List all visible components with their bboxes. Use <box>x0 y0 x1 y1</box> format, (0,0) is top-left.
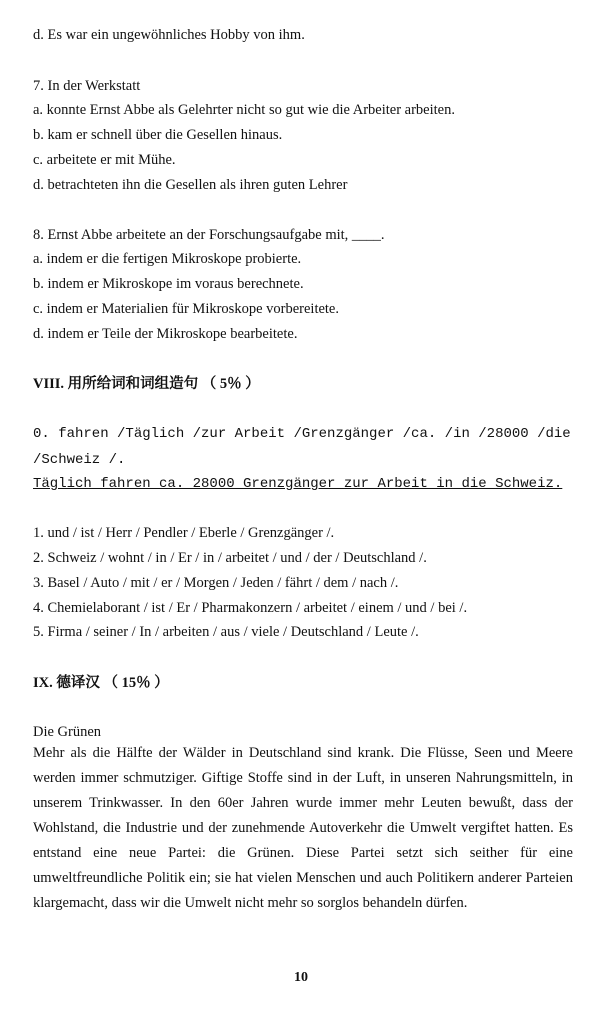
example-line-2: /Schweiz /. <box>33 452 126 468</box>
passage-text: Mehr als die Hälfte der Wälder in Deutschland sind krank. Die Flüsse, Seen und Meere werden immer schmutziger. Giftige Stoffe sind in der Luft, in unseren Nahrungsmitteln, in unserem Trinkwasser. In den 60er Jahren wurde immer mehr Leuten bewußt, dass der Wohlstand, die Industrie und der zunehmende Autoverkehr die Umwelt vergiftet hatten. Es entstand eine neue Partei: die Grünen. Diese Partei setzt sich seither für eine umweltfreundliche Politik ein; sie hat vielen Menschen und auch Politikern anderer Parteien klargemacht, dass wir die Umwelt nicht mehr so sorglos behandeln dürfen. <box>33 745 573 911</box>
q7-option-a: a. konnte Ernst Abbe als Gelehrter nicht so gut wie die Arbeiter arbeiten. <box>33 102 455 118</box>
q8-stem: 8. Ernst Abbe arbeitete an der Forschungsaufgabe mit, ____. <box>33 227 385 243</box>
passage-title: Die Grünen <box>33 724 102 740</box>
section-9-title: IX. 德译汉 （ 15％ ） <box>33 675 169 691</box>
example-answer: Täglich fahren ca. 28000 Grenzgänger zur Arbeit in die Schweiz. <box>33 476 563 492</box>
q6-option-d: d. Es war ein ungewöhnliches Hobby von ihm. <box>33 27 305 43</box>
q8-option-c: c. indem er Materialien für Mikroskope vorbereitete. <box>33 301 339 317</box>
sentence-item-4: 4. Chemielaborant / ist / Er / Pharmakonzern / arbeitet / einem / und / bei /. <box>33 600 468 616</box>
q7-option-b: b. kam er schnell über die Gesellen hinaus. <box>33 127 283 143</box>
example-line-1: 0. fahren /Täglich /zur Arbeit /Grenzgänger /ca. /in /28000 /die <box>33 426 571 442</box>
q7-stem: 7. In der Werkstatt <box>33 78 141 94</box>
q7-option-c: c. arbeitete er mit Mühe. <box>33 152 176 168</box>
q8-option-b: b. indem er Mikroskope im voraus berechnete. <box>33 276 304 292</box>
q8-option-d: d. indem er Teile der Mikroskope bearbeitete. <box>33 326 298 342</box>
sentence-item-1: 1. und / ist / Herr / Pendler / Eberle / Grenzgänger /. <box>33 525 335 541</box>
q7-option-d: d. betrachteten ihn die Gesellen als ihren guten Lehrer <box>33 177 348 193</box>
sentence-item-3: 3. Basel / Auto / mit / er / Morgen / Jeden / fährt / dem / nach /. <box>33 575 399 591</box>
page-number: 10 <box>294 970 308 985</box>
sentence-item-2: 2. Schweiz / wohnt / in / Er / in / arbeitet / und / der / Deutschland /. <box>33 550 427 566</box>
section-8-title: VIII. 用所给词和词组造句 （ 5％ ） <box>33 376 260 392</box>
sentence-item-5: 5. Firma / seiner / In / arbeiten / aus / viele / Deutschland / Leute /. <box>33 624 419 640</box>
q8-option-a: a. indem er die fertigen Mikroskope probierte. <box>33 251 302 267</box>
